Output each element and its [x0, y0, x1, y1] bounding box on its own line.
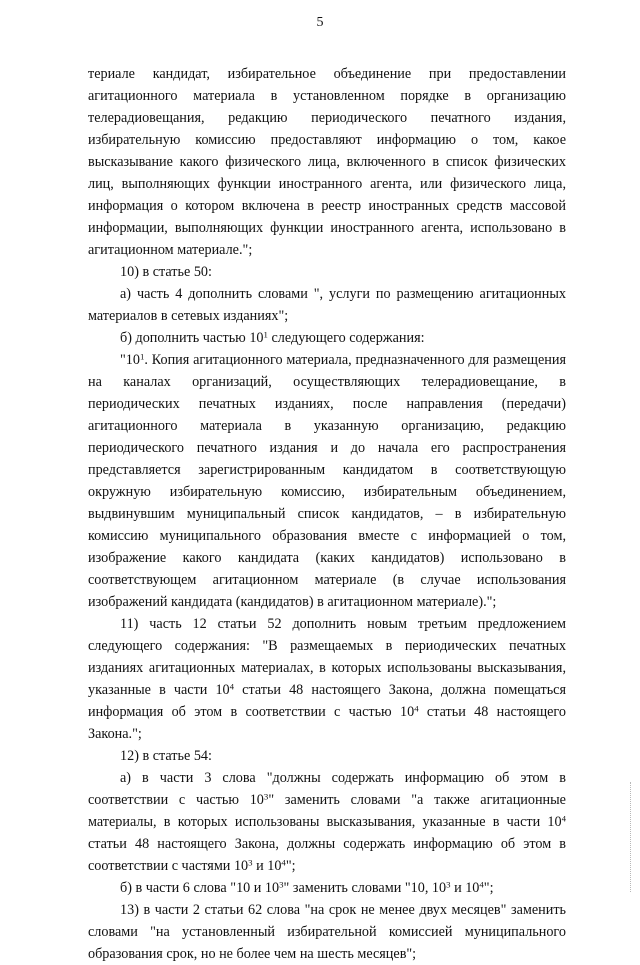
paragraph-text: 12) в статье 54:	[120, 748, 212, 764]
paragraph-text: 13) в части 2 статьи 62 слова "на срок не менее двух месяцев" заменить словами "на установленный избирательной комиссией муниципального образования срок, но не более чем на шесть месяцев";	[88, 902, 566, 962]
paragraph-text: и 10	[252, 858, 282, 874]
paragraph-text: статьи 48 настоящего Закона, должны содержать информацию об этом в соответствии с частями 10	[88, 836, 566, 874]
paragraph-text: б) в части 6 слова "10 и 10	[120, 880, 280, 896]
paragraph-text: . Копия агитационного материала, предназначенного для размещения на каналах организаций, осуществляющих телерадиовещание, в периодических печатных изданиях, после направления (передачи) агитационного материала в указанную организацию, редакцию периодического печатного издания и до начала его распространения представляется зарегистрированным кандидатом в соответствующую окружную избирательную комиссию, избирательным объединением, выдвинувшим муниципальный список кандидатов, – в избирательную комиссию муниципального образования вместе с информацией о том, изображение какого кандидата (каких кандидатов) использовано в соответствующем агитационном материале (в случае использования изображений кандидата (кандидатов) в агитационном материале).";	[88, 352, 566, 610]
document-body	[88, 63, 566, 965]
paragraph-text: статьи 48 настоящего Закона, должна помещаться информация об этом в соответствии с частью 10	[88, 682, 566, 720]
superscript-index: 3	[263, 791, 269, 802]
paragraph-p1	[88, 63, 566, 261]
paragraph-text: а) в части 3 слова "должны содержать информацию об этом в соответствии с частью 10	[88, 770, 566, 808]
paragraph-p9	[88, 877, 566, 899]
paragraph-p2	[88, 261, 566, 283]
paragraph-text: следующего содержания:	[267, 330, 425, 346]
paragraph-p3	[88, 283, 566, 327]
paragraph-p4	[88, 327, 566, 349]
paragraph-p10	[88, 899, 566, 965]
superscript-index: 1	[263, 329, 268, 340]
paragraph-p5	[88, 349, 566, 613]
paragraph-text: " заменить словами "10, 10	[283, 880, 447, 896]
paragraph-text: и 10	[450, 880, 480, 896]
paragraph-text: а) часть 4 дополнить словами ", услуги по размещению агитационных материалов в сетевых изданиях";	[88, 286, 566, 324]
superscript-index: 4	[414, 703, 419, 714]
superscript-index: 3	[446, 879, 451, 890]
paragraph-text: б) дополнить частью 10	[120, 330, 264, 346]
paragraph-text: ";	[483, 880, 494, 896]
superscript-index: 4	[479, 879, 484, 890]
superscript-index: 3	[279, 879, 284, 890]
paragraph-text: 11) часть 12 статьи 52 дополнить новым третьим предложением следующего содержания: "В размещаемых в периодических печатных изданиях агитационных материалах, в которых использованы высказывания, указанные в части 10	[88, 616, 566, 698]
scan-edge-mark	[630, 782, 632, 892]
superscript-index: 4	[561, 813, 566, 824]
superscript-index: 4	[229, 681, 235, 692]
superscript-index: 1	[139, 351, 145, 362]
superscript-index: 3	[248, 857, 253, 868]
paragraph-text: статьи 48 настоящего Закона.";	[88, 704, 566, 742]
page-number: 5	[316, 15, 324, 30]
paragraph-text: териале кандидат, избирательное объединение при предоставлении агитационного материала в установленном порядке в организацию телерадиовещания, редакцию периодического печатного издания, избирательную комиссию предоставляют информацию о том, какое высказывание какого физического лица, включенного в список физических лиц, выполняющих функции иностранного агента, или физического лица, информация о котором включена в реестр иностранных средств массовой информации, выполняющих функции иностранного агента, использовано в агитационном материале.";	[88, 66, 566, 258]
paragraph-p7	[88, 745, 566, 767]
paragraph-p8	[88, 767, 566, 877]
paragraph-p6	[88, 613, 566, 745]
paragraph-text: 10) в статье 50:	[120, 264, 212, 280]
paragraph-text: ";	[285, 858, 296, 874]
paragraph-text: " заменить словами "а также агитационные материалы, в которых использованы высказывания, указанные в части 10	[88, 792, 566, 830]
superscript-index: 4	[281, 857, 286, 868]
paragraph-text: "10	[120, 352, 140, 368]
